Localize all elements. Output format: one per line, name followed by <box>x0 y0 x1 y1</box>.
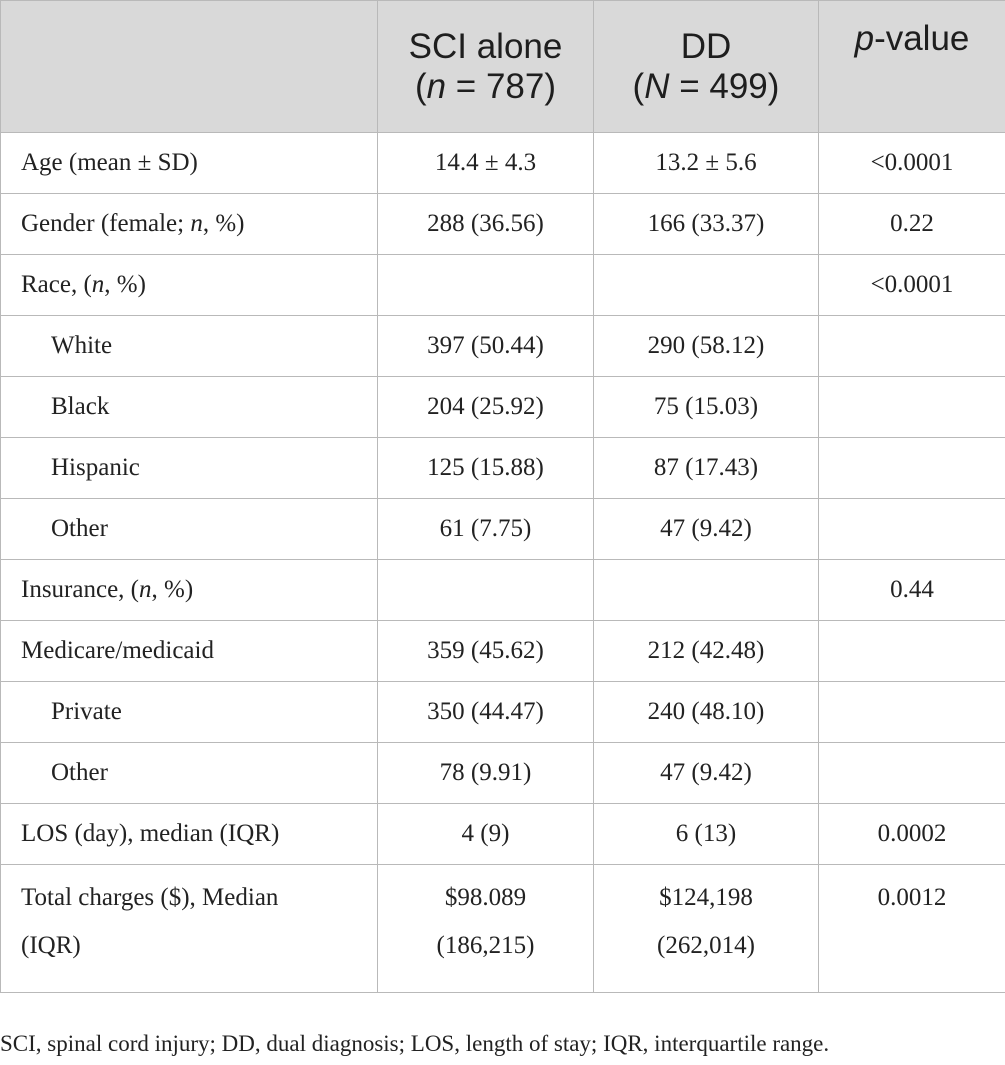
row-label: Black <box>1 377 378 438</box>
dd-value: 6 (13) <box>594 804 819 865</box>
row-label: LOS (day), median (IQR) <box>1 804 378 865</box>
row-label: Medicare/medicaid <box>1 621 378 682</box>
p-value: 0.44 <box>819 560 1005 621</box>
table-row-race-other <box>1 499 1005 560</box>
header-sci-n: (n = 787) <box>414 66 557 106</box>
p-value: 0.22 <box>819 194 1005 255</box>
table-row-insurance-private <box>1 682 1005 743</box>
dd-value: 13.2 ± 5.6 <box>594 133 819 194</box>
row-label: Other <box>1 743 378 804</box>
dd-value <box>594 255 819 316</box>
header-p-letter: p <box>854 19 875 58</box>
row-label: Age (mean ± SD) <box>1 133 378 194</box>
sci-value: 204 (25.92) <box>378 377 594 438</box>
row-label: Hispanic <box>1 438 378 499</box>
header-dd-n: (N = 499) <box>632 66 780 106</box>
dd-value: $124,198 (262,014) <box>594 865 819 993</box>
header-label-cell <box>1 1 378 133</box>
p-value: <0.0001 <box>819 133 1005 194</box>
p-value <box>819 377 1005 438</box>
dd-value: 212 (42.48) <box>594 621 819 682</box>
header-sci-n-letter: n <box>426 66 447 106</box>
sci-value: 78 (9.91) <box>378 743 594 804</box>
dd-value: 87 (17.43) <box>594 438 819 499</box>
sci-value <box>378 255 594 316</box>
p-value <box>819 621 1005 682</box>
header-p-suffix: -value <box>874 19 970 58</box>
table-row-gender <box>1 194 1005 255</box>
row-label: Gender (female; n, %) <box>1 194 378 255</box>
header-sci-alone <box>378 1 594 133</box>
sci-value <box>378 560 594 621</box>
sci-value: $98.089 (186,215) <box>378 865 594 993</box>
p-value <box>819 743 1005 804</box>
dd-value <box>594 560 819 621</box>
table-row-insurance <box>1 560 1005 621</box>
dd-value: 240 (48.10) <box>594 682 819 743</box>
row-label: Other <box>1 499 378 560</box>
header-dd-n-value: = 499) <box>669 66 780 106</box>
dd-value: 47 (9.42) <box>594 499 819 560</box>
header-p-value <box>819 1 1005 133</box>
header-dd-n-letter: N <box>644 66 670 106</box>
row-label: Private <box>1 682 378 743</box>
header-sci-name: SCI alone <box>408 26 563 66</box>
sci-value: 4 (9) <box>378 804 594 865</box>
sci-value: 14.4 ± 4.3 <box>378 133 594 194</box>
p-value: 0.0012 <box>819 865 1005 993</box>
row-label: Insurance, (n, %) <box>1 560 378 621</box>
table-row-race <box>1 255 1005 316</box>
table-row-race-hispanic <box>1 438 1005 499</box>
table-row-total-charges <box>1 865 1005 993</box>
p-value <box>819 682 1005 743</box>
sci-value: 397 (50.44) <box>378 316 594 377</box>
table-row-los <box>1 804 1005 865</box>
sci-value: 288 (36.56) <box>378 194 594 255</box>
p-value <box>819 438 1005 499</box>
header-dd-name: DD <box>680 26 732 66</box>
dd-value: 166 (33.37) <box>594 194 819 255</box>
table-header-row <box>1 1 1005 133</box>
row-label: Total charges ($), Median (IQR) <box>1 865 378 993</box>
table-row-insurance-other <box>1 743 1005 804</box>
table-row-insurance-medicare <box>1 621 1005 682</box>
header-sci-n-value: = 787) <box>446 66 557 106</box>
sci-value: 359 (45.62) <box>378 621 594 682</box>
header-dd <box>594 1 819 133</box>
row-label: White <box>1 316 378 377</box>
row-label: Race, (n, %) <box>1 255 378 316</box>
table-row-race-black <box>1 377 1005 438</box>
p-value: <0.0001 <box>819 255 1005 316</box>
table-footnote: SCI, spinal cord injury; DD, dual diagnosis; LOS, length of stay; IQR, interquartile range. <box>0 1031 830 1056</box>
sci-value: 350 (44.47) <box>378 682 594 743</box>
p-value <box>819 499 1005 560</box>
dd-value: 290 (58.12) <box>594 316 819 377</box>
dd-value: 75 (15.03) <box>594 377 819 438</box>
sci-value: 125 (15.88) <box>378 438 594 499</box>
p-value <box>819 316 1005 377</box>
sci-value: 61 (7.75) <box>378 499 594 560</box>
table-row-race-white <box>1 316 1005 377</box>
table-row-age <box>1 133 1005 194</box>
p-value: 0.0002 <box>819 804 1005 865</box>
dd-value: 47 (9.42) <box>594 743 819 804</box>
